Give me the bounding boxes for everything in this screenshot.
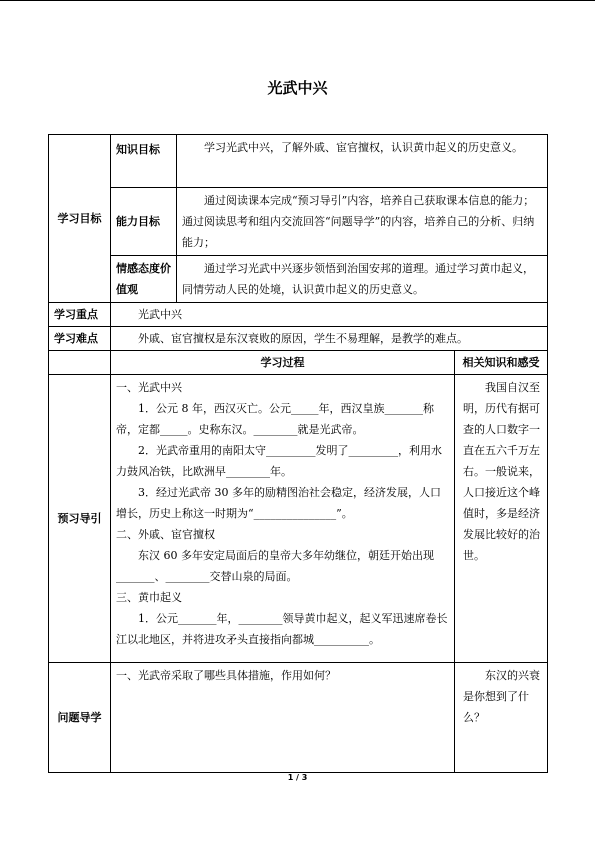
preview-item: 东汉 60 多年安定局面后的皇帝大多年幼继位，朝廷开始出现_______、________交替山泉的局面。 <box>116 549 434 583</box>
ability-objective-label: 能力目标 <box>111 188 177 256</box>
preview-section-heading: 三、黄巾起义 <box>116 591 182 604</box>
questions-label: 问题导学 <box>49 663 111 773</box>
preview-content <box>111 375 455 663</box>
preview-item: 1．公元_______年，________领导黄巾起义，起义军迅速席卷长江以北地区，并将进攻矛头直接指向都城__________。 <box>116 612 448 646</box>
page-number: 1 / 3 <box>287 773 308 782</box>
process-header: 学习过程 <box>111 351 455 375</box>
related-knowledge-header: 相关知识和感受 <box>455 351 548 375</box>
preview-item: 2．光武帝重用的南阳太守_________发明了_________，利用水力鼓风冶铁，比欧洲早________年。 <box>116 444 442 478</box>
preview-item: 3．经过光武帝 30 多年的励精图治社会稳定，经济发展，人口增长，历史上称这一时期为“_______________”。 <box>116 486 441 520</box>
knowledge-objective-text: 学习光武中兴，了解外戚、宦官擅权，认识黄巾起义的历史意义。 <box>177 135 548 188</box>
preview-item: 1．公元 8 年，西汉灭亡。公元_____年，西汉皇族_______称帝，定都_____。史称东汉。________就是光武帝。 <box>116 402 434 436</box>
questions-side-note: 东汉的兴衰是你想到了什么？ <box>455 663 548 773</box>
difficulty-label: 学习难点 <box>49 327 111 351</box>
key-point-text: 光武中兴 <box>111 303 548 327</box>
preview-section-heading: 一、光武中兴 <box>116 381 182 394</box>
knowledge-objective-label: 知识目标 <box>111 135 177 188</box>
preview-section-heading: 二、外戚、宦官擅权 <box>116 528 215 541</box>
questions-text: 一、光武帝采取了哪些具体措施，作用如何？ <box>111 663 455 773</box>
objectives-label: 学习目标 <box>49 135 111 303</box>
key-point-label: 学习重点 <box>49 303 111 327</box>
ability-objective-text: 通过阅读课本完成“预习导引”内容，培养自己获取课本信息的能力；通过阅读思考和组内交流回答“问题导学”的内容，培养自己的分析、归纳能力； <box>177 188 548 256</box>
preview-label: 预习导引 <box>49 375 111 663</box>
lesson-plan-table <box>48 134 548 773</box>
page-title: 光武中兴 <box>267 79 328 97</box>
top-border-line <box>0 0 595 1</box>
preview-side-note: 我国自汉至明，历代有据可查的人口数字一直在五六千万左右。一般说来，人口接近这个峰值时，多是经济发展比较好的治世。 <box>455 375 548 663</box>
attitude-objective-label: 情感态度价值观 <box>111 256 177 303</box>
difficulty-text: 外戚、宦官擅权是东汉衰败的原因，学生不易理解，是教学的难点。 <box>111 327 548 351</box>
attitude-objective-text: 通过学习光武中兴逐步领悟到治国安邦的道理。通过学习黄巾起义，同情劳动人民的处境，认识黄巾起义的历史意义。 <box>177 256 548 303</box>
